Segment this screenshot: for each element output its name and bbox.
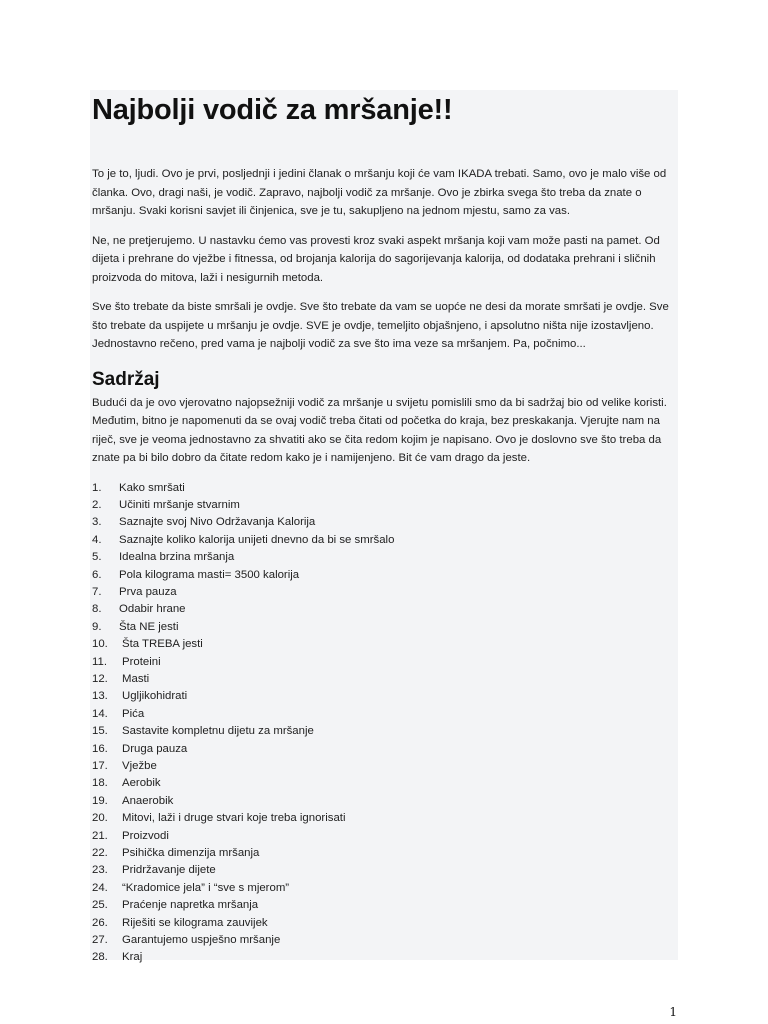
list-item bbox=[92, 601, 678, 618]
list-item-number: 16. bbox=[92, 742, 108, 755]
list-item-label: Vježbe bbox=[122, 760, 157, 772]
list-item bbox=[92, 549, 678, 566]
list-item bbox=[92, 688, 678, 705]
list-item bbox=[92, 880, 678, 897]
list-item-label: Učiniti mršanje stvarnim bbox=[119, 498, 240, 511]
list-item bbox=[92, 671, 678, 688]
list-item-label: Pridržavanje dijete bbox=[122, 864, 216, 877]
list-item-label: Psihička dimenzija mršanja bbox=[122, 847, 260, 860]
list-item-label: Sastavite kompletnu dijetu za mršanje bbox=[122, 725, 314, 738]
list-item-label: Masti bbox=[122, 672, 150, 685]
list-item-label: Šta TREBA jesti bbox=[122, 638, 203, 651]
list-item bbox=[92, 723, 678, 740]
list-item bbox=[92, 915, 678, 932]
list-item bbox=[92, 862, 678, 879]
list-item bbox=[92, 810, 678, 827]
intro-paragraph-1: To je to, ljudi. Ovo je prvi, posljednji i jedini članak o mršanju koji će vam IKADA trebati. Samo, ovo je malo više od članka. Ovo, dragi naši, je vodič. Zapravo, najbolji vodič za mršanje. Ovo je zbirka svega što treba da znate o mršanju. Svaki korisni savjet ili činjenica, sve je tu, sakupljeno na jednom mjestu, samo za vas. bbox=[92, 168, 667, 217]
list-item bbox=[92, 758, 678, 775]
list-item bbox=[92, 828, 678, 845]
list-item-number: 14. bbox=[92, 707, 108, 720]
document-content bbox=[90, 90, 678, 964]
list-item bbox=[92, 480, 678, 497]
list-item-label: Saznajte svoj Nivo Održavanja Kalorija bbox=[119, 516, 316, 529]
list-item-label: Saznajte koliko kalorija unijeti dnevno da bi se smršalo bbox=[119, 533, 395, 546]
contents-heading: Sadržaj bbox=[92, 368, 160, 390]
list-item bbox=[92, 584, 678, 601]
list-item-label: Ugljikohidrati bbox=[122, 690, 188, 703]
list-item-number: 23. bbox=[92, 864, 108, 877]
list-item-number: 7. bbox=[92, 585, 102, 598]
table-of-contents bbox=[92, 480, 678, 967]
list-item-number: 3. bbox=[92, 516, 102, 529]
list-item-label: Idealna brzina mršanja bbox=[119, 551, 235, 564]
list-item-number: 5. bbox=[92, 551, 102, 564]
list-item bbox=[92, 532, 678, 549]
list-item bbox=[92, 654, 678, 671]
list-item-number: 19. bbox=[92, 794, 108, 807]
list-item-label: Garantujemo uspješno mršanje bbox=[122, 934, 281, 947]
list-item bbox=[92, 793, 678, 810]
intro-paragraph-3: Sve što trebate da biste smršali je ovdje. Sve što trebate da vam se uopće ne desi da morate smršati je ovdje. Sve što trebate da uspijete u mršanju je ovdje. SVE je ovdje, temeljito objašnjeno, i apsolutno ništa nije izostavljeno. Jednostavno rečeno, pred vama je najbolji vodič za sve što ima veze sa mršanjem. Pa, počnimo... bbox=[92, 301, 669, 350]
list-item-number: 6. bbox=[92, 568, 102, 581]
list-item-number: 8. bbox=[92, 603, 102, 616]
list-item-label: Proizvodi bbox=[122, 829, 169, 842]
list-item-number: 12. bbox=[92, 672, 108, 685]
list-item-number: 20. bbox=[92, 812, 108, 825]
list-item-label: Proteini bbox=[122, 655, 161, 668]
list-item-number: 27. bbox=[92, 934, 108, 947]
list-item-number: 28. bbox=[92, 951, 108, 964]
list-item-number: 18. bbox=[92, 777, 108, 790]
list-item-number: 13. bbox=[92, 690, 108, 703]
contents-paragraph: Budući da je ovo vjerovatno najopsežniji vodič za mršanje u svijetu pomislili smo da bi sadržaj bio od velike koristi. Međutim, bitno je napomenuti da se ovaj vodič treba čitati od početka do kraja, bez preskakanja. Vjerujte nam na riječ, sve je veoma jednostavno za shvatiti ako se čita redom kojim je napisano. Ovo je doslovno sve što treba da znate pa bi bilo dobro da čitate redom kako je i namijenjeno. Bit će vam drago da jeste. bbox=[92, 396, 667, 464]
intro-paragraph-2: Ne, ne pretjerujemo. U nastavku ćemo vas provesti kroz svaki aspekt mršanja koji vam može pasti na pamet. Od dijeta i prehrane do vježbe i fitnessa, od brojanja kalorija do sagorijevanja kalorija, od dodataka prehrani i sličnih proizvoda do mitova, laži i nesigurnih metoda. bbox=[92, 234, 660, 284]
list-item-number: 17. bbox=[92, 760, 108, 772]
list-item-label: Kraj bbox=[122, 951, 143, 964]
list-item-number: 2. bbox=[92, 498, 102, 511]
list-item bbox=[92, 741, 678, 758]
list-item bbox=[92, 636, 678, 653]
list-item-number: 22. bbox=[92, 847, 108, 860]
list-item-label: Pića bbox=[122, 707, 145, 720]
list-item-label: Druga pauza bbox=[122, 742, 188, 755]
list-item-label: Mitovi, laži i druge stvari koje treba ignorisati bbox=[122, 812, 346, 825]
list-item-number: 10. bbox=[92, 638, 108, 651]
page-title: Najbolji vodič za mršanje!! bbox=[92, 94, 453, 126]
list-item-label: Prva pauza bbox=[119, 585, 177, 598]
list-item-number: 4. bbox=[92, 533, 102, 546]
page-number: 1 bbox=[669, 1005, 677, 1019]
list-item bbox=[92, 949, 678, 966]
list-item bbox=[92, 619, 678, 636]
list-item bbox=[92, 706, 678, 723]
list-item-label: Aerobik bbox=[122, 777, 161, 790]
list-item-number: 15. bbox=[92, 725, 108, 738]
list-item-label: Riješiti se kilograma zauvijek bbox=[122, 916, 268, 929]
list-item-number: 25. bbox=[92, 899, 108, 912]
list-item-label: Odabir hrane bbox=[119, 603, 186, 616]
list-item-label: Šta NE jesti bbox=[119, 620, 179, 633]
list-item-label: Anaerobik bbox=[122, 794, 174, 807]
list-item-label: Praćenje napretka mršanja bbox=[122, 899, 259, 912]
list-item-number: 26. bbox=[92, 916, 108, 929]
list-item bbox=[92, 897, 678, 914]
list-item-label: Kako smršati bbox=[119, 481, 185, 494]
list-item bbox=[92, 567, 678, 584]
list-item-number: 9. bbox=[92, 620, 102, 633]
list-item-label: “Kradomice jela” i “sve s mjerom” bbox=[122, 881, 290, 894]
list-item bbox=[92, 845, 678, 862]
list-item-number: 21. bbox=[92, 829, 108, 842]
list-item bbox=[92, 932, 678, 949]
list-item bbox=[92, 775, 678, 792]
list-item-number: 1. bbox=[92, 481, 102, 494]
list-item bbox=[92, 514, 678, 531]
list-item bbox=[92, 497, 678, 514]
list-item-label: Pola kilograma masti= 3500 kalorija bbox=[119, 568, 300, 581]
list-item-number: 11. bbox=[92, 655, 107, 668]
list-item-number: 24. bbox=[92, 881, 108, 894]
